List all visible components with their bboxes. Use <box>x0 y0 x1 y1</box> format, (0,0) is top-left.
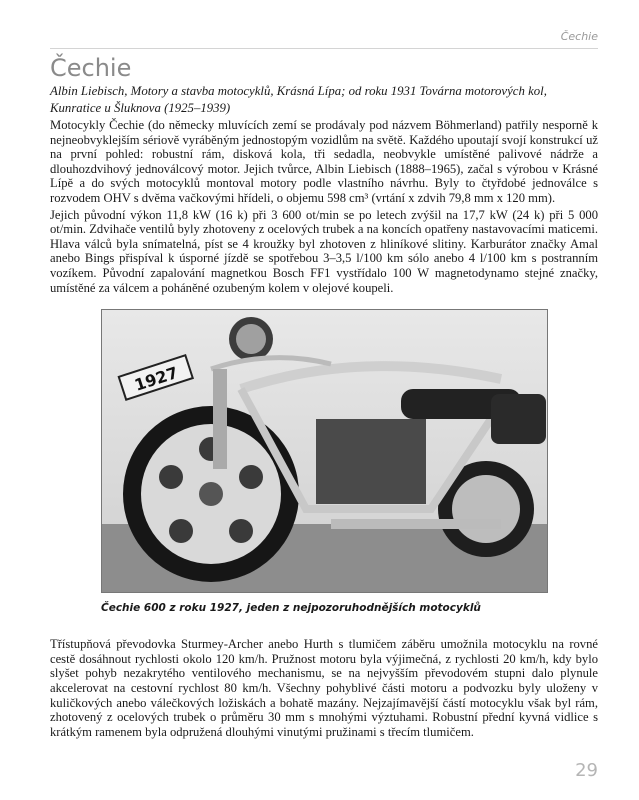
motorcycle-photo <box>101 309 548 593</box>
license-plate: 1927 <box>132 363 181 395</box>
paragraph-3: Třístupňová převodovka Sturmey-Archer anebo Hurth s tlumičem záběru umožnila motocyklu na rovné cestě dosáhnout rychlosti okolo 120 km/h. Pružnost motoru byla výjimečná, z rychlosti 20 km/h, kdy bylo slyšet pohyb nezakrytého ventilového mechanismu, se na nejvyšším převodovém stupni dalo plynule akcelerovat na cestovní rychlost 80 km/h. Všechny pohyblivé části motoru a podvozku byly uloženy v kuličkových anebo válečkových ložiskách a bohatě mazány. Nejzajímavější částí motocyklu však byl rám, zhotovený z ocelových trubek o průměru 30 mm s mnohými výztuhami. Robustní přední kyvná vidlice s krátkým ramenem byla odpružená dlouhými vinutými pružinami s třecím tlumičem. <box>50 637 598 739</box>
paragraph-2: Jejich původní výkon 11,8 kW (16 k) při 3 600 ot/min se po letech zvýšil na 17,7 kW (24 k) při 5 000 ot/min. Zdvihače ventilů byly zhotoveny z ocelových trubek a na koncích opatřeny nastavovacími maticemi. Hlava válců byla snímatelná, píst se 4 kroužky byl zhotoven z hliníkové slitiny. Karburátor značky Amal anebo Bings přispíval k úsporné jízdě se spotřebou 3–3,5 l/100 km sólo anebo 4 l/100 km s postranním vozíkem. Původní zapalování magnetkou Bosch FF1 vystřídalo 100 W magnetodynamo stejné značky, umístěné za válcem a poháněné ozubeným kolem v olejové koupeli. <box>50 207 598 295</box>
paragraph-1: Motocykly Čechie (do německy mluvících zemí se prodávaly pod názvem Böhmerland) patřily nesporně k nejneobvyklejším sériově vyráběným jednostopým vozidlům na světě. Každého upoutají svojí konstrukcí už na první pohled: robustní rám, disková kola, tři sedadla, neobvykle umístěné palivové nádrže a dlouhozdvihový jednoválcový motor. Jejich tvůrce, Albin Liebisch (1888–1965), začal s výrobou v Krásné Lípě a do svých motocyklů montoval motory podle vlastního návrhu. Byly to čtyřdobé jednoválce s rozvodem OHV s dvěma vačkovými hřídeli, o objemu 598 cm³ (vrtání x zdvih 79,8 mm x 120 mm). <box>50 118 598 205</box>
page-number: 29 <box>575 760 598 781</box>
running-header: Čechie <box>560 30 598 43</box>
article-content <box>50 54 598 741</box>
header-rule <box>50 48 598 49</box>
photo-caption: Čechie 600 z roku 1927, jeden z nejpozoruhodnějších motocyklů <box>101 602 481 615</box>
page-title: Čechie <box>50 54 132 82</box>
subtitle: Albin Liebisch, Motory a stavba motocyklů, Krásná Lípa; od roku 1931 Továrna motorových kol, Kunratice u Šluknova (1925–1939) <box>50 84 547 115</box>
